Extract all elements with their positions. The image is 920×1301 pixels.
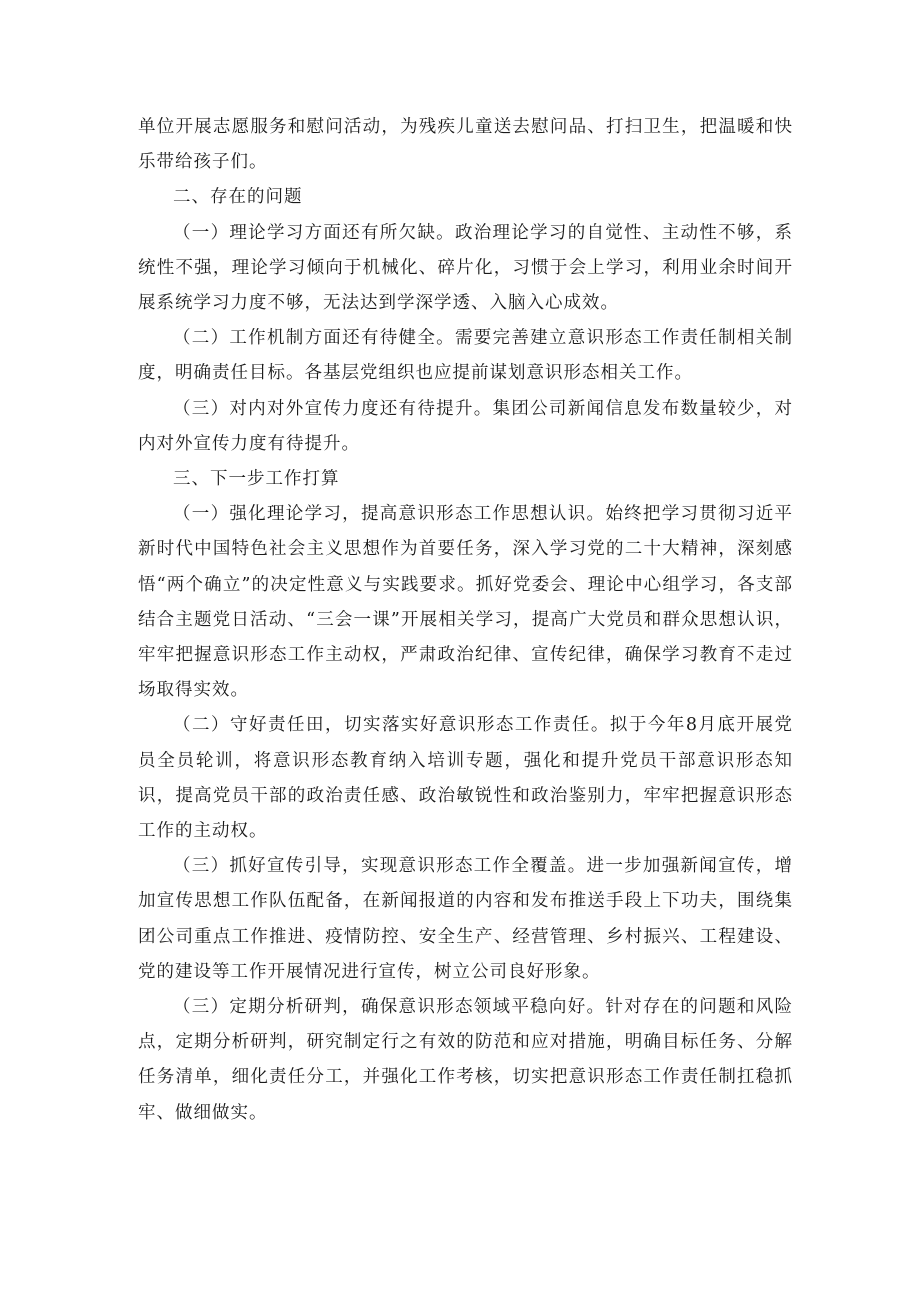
plan-paragraph-2: （二）守好责任田，切实落实好意识形态工作责任。拟于今年8月底开展党员全员轮训，将意识形态教育纳入培训专题，强化和提升党员干部意识形态知识，提高党员干部的政治责任感、政治敏锐性和政治鉴别力，牢牢把握意识形态工作的主动权。 [138,715,793,842]
plan-paragraph-4: （三）定期分析研判，确保意识形态领域平稳向好。针对存在的问题和风险点，定期分析研判，研究制定行之有效的防范和应对措施，明确目标任务、分解任务清单，细化责任分工，并强化工作考核，切实把意识形态工作责任制扛稳抓牢、做细做实。 [138,997,793,1123]
section-heading-problems: 二、存在的问题 [173,187,303,208]
problem-paragraph-3: （三）对内对外宣传力度还有待提升。集团公司新闻信息发布数量较少，对内对外宣传力度有待提升。 [138,398,793,454]
document-page [138,110,793,1131]
intro-continuation-paragraph: 单位开展志愿服务和慰问活动，为残疾儿童送去慰问品、打扫卫生，把温暖和快乐带给孩子们。 [138,117,793,173]
plan-paragraph-1: （一）强化理论学习，提高意识形态工作思想认识。始终把学习贯彻习近平新时代中国特色社会主义思想作为首要任务，深入学习党的二十大精神，深刻感悟“两个确立”的决定性意义与实践要求。抓好党委会、理论中心组学习，各支部结合主题党日活动、“三会一课”开展相关学习，提高广大党员和群众思想认识，牢牢把握意识形态工作主动权，严肃政治纪律、宣传纪律，确保学习教育不走过场取得实效。 [138,504,793,701]
section-heading-next-steps: 三、下一步工作打算 [173,469,340,490]
plan-paragraph-3: （三）抓好宣传引导，实现意识形态工作全覆盖。进一步加强新闻宣传，增加宣传思想工作队伍配备，在新闻报道的内容和发布推送手段上下功夫，围绕集团公司重点工作推进、疫情防控、安全生产、经营管理、乡村振兴、工程建设、党的建设等工作开展情况进行宣传，树立公司良好形象。 [138,856,793,982]
problem-paragraph-1: （一）理论学习方面还有所欠缺。政治理论学习的自觉性、主动性不够，系统性不强，理论学习倾向于机械化、碎片化，习惯于会上学习，利用业余时间开展系统学习力度不够，无法达到学深学透、入脑入心成效。 [138,222,793,314]
problem-paragraph-2: （二）工作机制方面还有待健全。需要完善建立意识形态工作责任制相关制度，明确责任目标。各基层党组织也应提前谋划意识形态相关工作。 [138,328,793,384]
